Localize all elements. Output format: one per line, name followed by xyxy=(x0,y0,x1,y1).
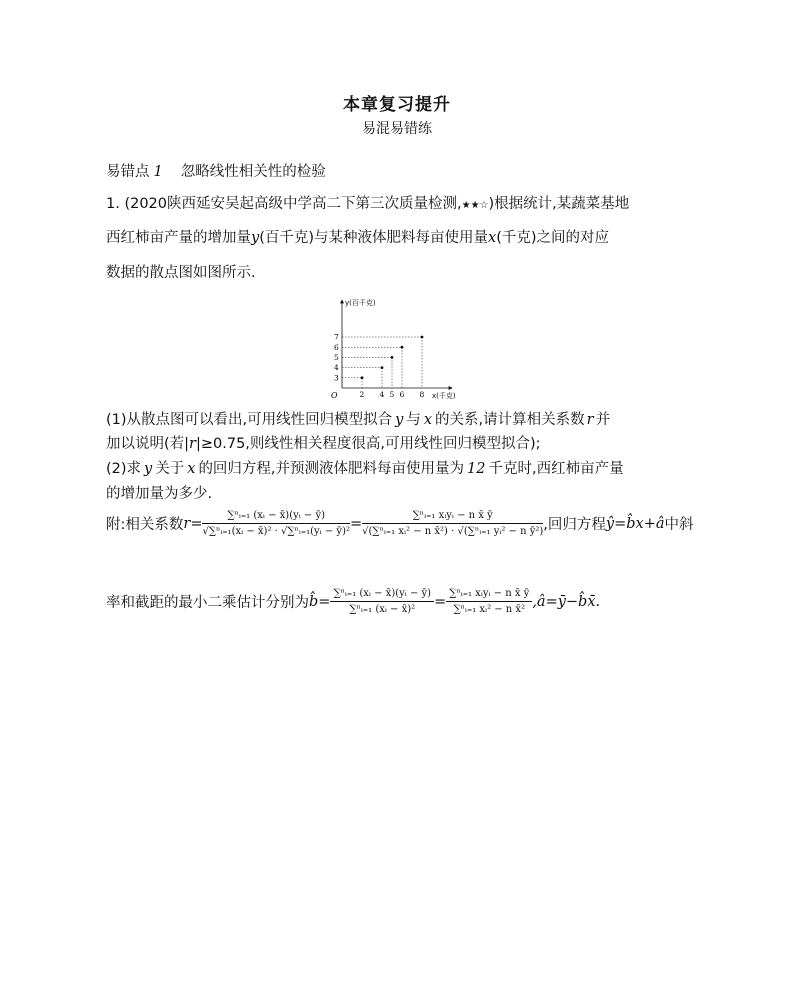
x-tick-label-3: 6 xyxy=(399,390,405,399)
correlation-formula-2: $\frac{\text{∑ⁿᵢ₌₁ xᵢyᵢ − n x̄ ȳ}}{\text{√(∑ⁿᵢ₌₁ xᵢ² − n x̄²) · √(∑ⁿᵢ₌₁ yᵢ² − n ȳ²)}}$ xyxy=(362,510,544,537)
problem-line-1: 1. (2020陕西延安吴起高级中学高二下第三次质量检测,★★☆)根据统计,某蔬菜基地 xyxy=(106,196,630,212)
scatter-chart xyxy=(328,296,468,406)
data-point-1 xyxy=(381,366,384,369)
y-tick-labels xyxy=(334,333,339,383)
origin-label: O xyxy=(331,391,338,400)
data-point-3 xyxy=(401,346,404,349)
page-title: 本章复习提升 xyxy=(343,95,451,115)
x-axis-label: x(千克) xyxy=(432,392,456,400)
y-tick-label-0: 3 xyxy=(334,373,339,383)
section-label: 易错点 xyxy=(106,164,150,180)
x-tick-label-2: 5 xyxy=(389,390,395,399)
x-tick-label-1: 4 xyxy=(379,390,385,399)
part2-line-2: 的增加量为多少. xyxy=(106,486,213,502)
correlation-formula-1: $\frac{\text{∑ⁿᵢ₌₁ (xᵢ − x̄)(yᵢ − ȳ)}}{\text{√∑ⁿᵢ₌₁(xᵢ − x̄)² · √∑ⁿᵢ₌₁(yᵢ − ȳ)²}}$ xyxy=(202,510,350,537)
x-tick-labels xyxy=(360,390,425,399)
regression-equation: ŷ=b̂x+â xyxy=(605,515,665,532)
page-subtitle: 易混易错练 xyxy=(362,121,432,137)
appendix-line-2: 率和截距的最小二乘估计分别为 b̂ = $\frac{\text{∑ⁿᵢ₌₁ (xᵢ − x̄)(yᵢ − ȳ)}}{\text{∑ⁿᵢ₌₁ (xᵢ − x̄)²}}$ = $\frac{\text{∑ⁿᵢ₌₁ xᵢyᵢ − n x̄ ȳ}}{\text{∑ⁿᵢ₌₁ xᵢ² − n x̄²}}$ ,â=ȳ−b̂x̄. xyxy=(106,588,601,615)
data-point-2 xyxy=(391,356,394,359)
problem-line-2: 西红柿亩产量的增加量y(百千克)与某种液体肥料每亩使用量x(千克)之间的对应 xyxy=(106,230,610,246)
section-heading xyxy=(106,162,326,182)
y-tick-label-2: 5 xyxy=(334,353,339,362)
slope-formula-2: $\frac{\text{∑ⁿᵢ₌₁ xᵢyᵢ − n x̄ ȳ}}{\text{∑ⁿᵢ₌₁ xᵢ² − n x̄²}}$ xyxy=(446,588,532,615)
y-axis-label: y(百千克) xyxy=(345,299,376,307)
part2-line-1: (2)求 y 关于 x 的回归方程,并预测液体肥料每亩使用量为 12 千克时,西红柿亩产量 xyxy=(106,461,624,477)
part1-line-1: (1)从散点图可以看出,可用线性回归模型拟合 y 与 x 的关系,请计算相关系数 r 并 xyxy=(106,412,611,428)
problem-line-3: 数据的散点图如图所示. xyxy=(106,265,256,281)
intercept-formula: ,â=ȳ−b̂x̄. xyxy=(532,593,601,610)
y-tick-label-1: 4 xyxy=(334,363,339,373)
guide-lines xyxy=(342,337,422,388)
part1-line-2: 加以说明(若|r|≥0.75,则线性相关程度很高,可用线性回归模型拟合); xyxy=(106,436,541,452)
difficulty-stars-icon: ★★☆ xyxy=(461,200,489,211)
section-topic: 忽略线性相关性的检验 xyxy=(180,164,326,180)
x-tick-label-0: 2 xyxy=(359,390,365,399)
slope-formula-1: $\frac{\text{∑ⁿᵢ₌₁ (xᵢ − x̄)(yᵢ − ȳ)}}{\text{∑ⁿᵢ₌₁ (xᵢ − x̄)²}}$ xyxy=(330,588,434,615)
appendix-line-1: 附:相关系数 r = $\frac{\text{∑ⁿᵢ₌₁ (xᵢ − x̄)(yᵢ − ȳ)}}{\text{√∑ⁿᵢ₌₁(xᵢ − x̄)² · √∑ⁿᵢ₌₁(yᵢ − ȳ)²}}$ = $\frac{\text{∑ⁿᵢ₌₁ xᵢyᵢ − n x̄ ȳ}}{\text{√(∑ⁿᵢ₌₁ xᵢ² − n x̄²) · √(∑ⁿᵢ₌₁ yᵢ² − n ȳ²)}}$ ,回归方程 ŷ=b̂x+â 中斜 xyxy=(106,510,694,537)
section-number: 1 xyxy=(153,164,163,180)
data-point-4 xyxy=(421,336,424,339)
x-tick-label-4: 8 xyxy=(419,390,425,399)
y-tick-label-4: 7 xyxy=(334,332,339,342)
data-point-0 xyxy=(361,376,364,379)
y-tick-label-3: 6 xyxy=(334,342,339,352)
